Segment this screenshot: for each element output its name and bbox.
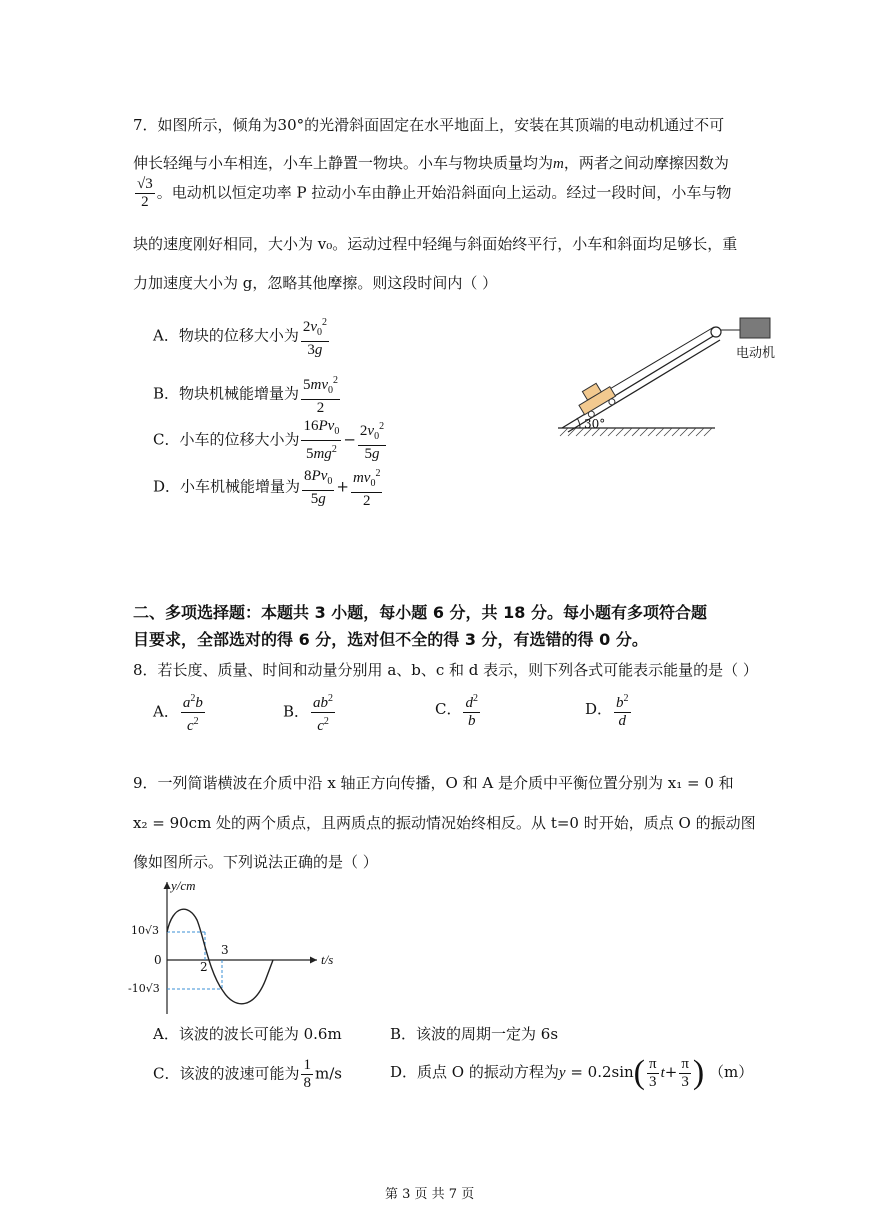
graph-tick-neg: -10√3 [128,982,160,995]
section2-heading-line2: 目要求，全部选对的得 6 分，选对但不全的得 3 分，有选错的得 0 分。 [133,630,648,649]
q7-option-d[interactable]: D．小车机械能增量为 $\frac{8Pv_0}{5g}$ + $\frac{mv_0^2}{2}$ [153,465,384,510]
motor-label: 电动机 [736,346,776,361]
graph-tick-pos: 10√3 [131,924,160,937]
graph-y-label: y/cm [171,878,196,893]
q9-line1: 9．一列简谐横波在介质中沿 x 轴正方向传播，O 和 A 是介质中平衡位置分别为 x₁ = 0 和 [133,774,734,792]
q7-line2: 伸长轻绳与小车相连，小车上静置一物块。小车与物块质量均为m，两者之间动摩擦因数为 [133,154,729,172]
q9-option-b[interactable]: B．该波的周期一定为 6s [390,1025,559,1043]
q7-line1: 7．如图所示，倾角为30°的光滑斜面固定在水平地面上，安装在其顶端的电动机通过不可 [133,116,725,134]
q8-stem: 8．若长度、质量、时间和动量分别用 a、b、c 和 d 表示，则下列各式可能表示能量的是（ ） [133,661,758,679]
q7-line3: $\frac{√3}{2}$ 。电动机以恒定功率 P 拉动小车由静止开始沿斜面向上运动。经过一段时间，小车与物 [137,176,732,210]
q8-option-c[interactable]: C． $\frac{d^2}{b}$ [435,690,482,730]
graph-t3: 3 [221,943,229,957]
angle-label: 30° [584,417,606,431]
q9-option-c[interactable]: C．该波的波速可能为 $\frac{1}{8}$ m/s [153,1057,342,1091]
q7-option-a[interactable]: A．物块的位移大小为 $\frac{2v_0^2}{3g}$ [153,314,331,359]
graph-t2: 2 [200,960,208,974]
graph-t-label: t/s [321,952,334,967]
q8-option-a[interactable]: A． $\frac{a^2b}{c^2}$ [153,690,207,735]
q8-option-d[interactable]: D． $\frac{b^2}{d}$ [585,690,633,730]
graph-origin: 0 [154,953,162,967]
mu-fraction: $\frac{√3}{2}$ [137,176,153,210]
q9-option-a[interactable]: A．该波的波长可能为 0.6m [153,1025,342,1043]
q8-option-b[interactable]: B． $\frac{ab^2}{c^2}$ [283,690,337,735]
section2-heading-line1: 二、多项选择题：本题共 3 小题，每小题 6 分，共 18 分。每小题有多项符合题 [133,603,707,622]
motor-box [740,318,770,338]
q9-option-d[interactable]: D．质点 O 的振动方程为y = 0.2sin( $\frac{\pi}{3}$ t+ $\frac{\pi}{3}$ ) （m） [390,1054,754,1091]
page-footer: 第 3 页 共 7 页 [385,1187,475,1202]
q7-option-c[interactable]: C．小车的位移大小为 $\frac{16Pv_0}{5mg^2}$ − $\frac{2v_0^2}{5g}$ [153,418,385,462]
q9-line3: 像如图所示。下列说法正确的是（ ） [133,853,378,871]
q7-line4: 块的速度刚好相同，大小为 v₀。运动过程中轻绳与斜面始终平行，小车和斜面均足够长，重 [133,235,738,253]
sine-curve [167,909,273,1004]
q9-line2: x₂ = 90cm 处的两个质点，且两质点的振动情况始终相反。从 t=0 时开始，质点 O 的振动图 [133,814,756,832]
q7-option-b[interactable]: B．物块机械能增量为 $\frac{5mv_0^2}{2}$ [153,372,342,417]
vibration-graph [125,876,355,1016]
q7-line5: 力加速度大小为 g，忽略其他摩擦。则这段时间内（ ） [133,274,498,292]
